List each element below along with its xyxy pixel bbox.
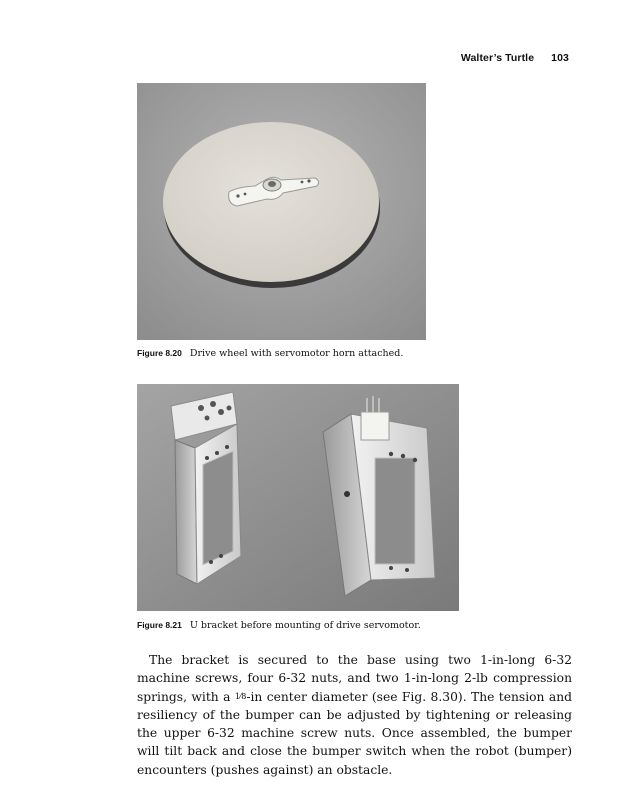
figure-label: Figure 8.20 bbox=[137, 348, 182, 358]
figure-label: Figure 8.21 bbox=[137, 620, 182, 630]
u-bracket-illustration bbox=[137, 384, 459, 611]
figure-8-20-caption bbox=[137, 348, 403, 359]
fraction-one-eighth: 1⁄8 bbox=[234, 691, 247, 701]
figure-caption-text: Drive wheel with servomotor horn attached. bbox=[189, 348, 404, 359]
wheel-face bbox=[163, 122, 379, 282]
running-head bbox=[461, 52, 569, 64]
body-paragraph bbox=[137, 651, 572, 779]
drive-wheel-illustration bbox=[137, 83, 426, 340]
page-number: 103 bbox=[551, 52, 569, 64]
figure-8-21-caption bbox=[137, 620, 421, 631]
body-text-part-2: -in center diameter (see Fig. 8.30). The tension and resiliency of the bumper can be adjusted by tightening or releasing the upper 6-32 machine screw nuts. Once assembled, the bumper will tilt back and close the bumper switch when the robot (bumper) encounters (pushes against) an obstacle. bbox=[137, 689, 572, 777]
running-title: Walter’s Turtle bbox=[460, 52, 535, 64]
figure-caption-text: U bracket before mounting of drive servomotor. bbox=[189, 620, 421, 631]
figure-8-21-photo bbox=[137, 384, 459, 611]
left-u-bracket bbox=[171, 392, 241, 584]
figure-8-20-photo bbox=[137, 83, 426, 340]
body-text-part-1: The bracket is secured to the base using two 1-in-long 6-32 machine screws, four 6-32 nuts, and two 1-in-long 2-lb compression springs, with a bbox=[137, 653, 572, 704]
